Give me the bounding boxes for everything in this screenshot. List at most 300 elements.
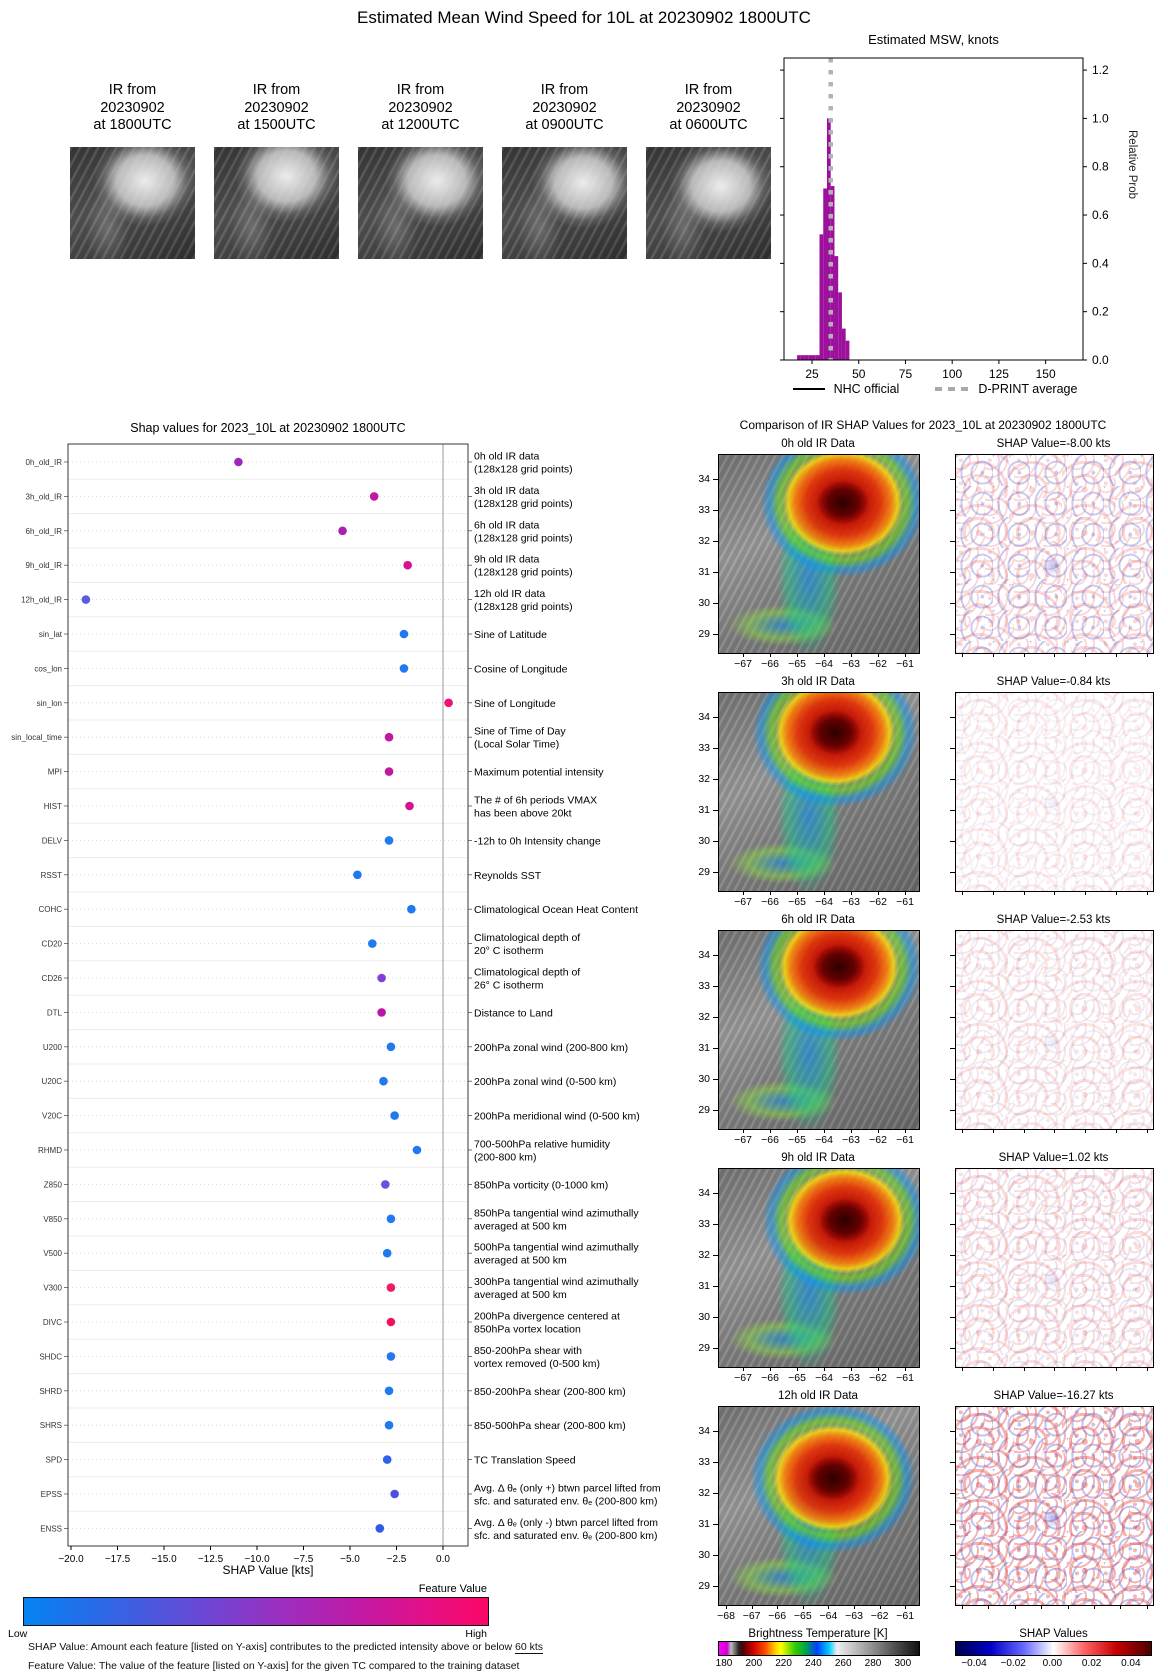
feature-desc: 850hPa vorticity (0-1000 km)	[474, 1179, 609, 1192]
feature-label: SHRD	[39, 1386, 62, 1396]
shap-lon-tick	[988, 1605, 989, 1609]
feature-desc: (200-800 km)	[474, 1151, 537, 1164]
histogram-legend	[745, 382, 1125, 396]
feature-label: U20C	[41, 1077, 62, 1087]
histogram-bar	[846, 341, 850, 360]
lon-tick-label: −65	[788, 1134, 806, 1146]
shap-lat-tick	[950, 1317, 955, 1318]
lat-tick-label: 30	[698, 597, 710, 609]
shap-lon-tick	[1147, 1129, 1148, 1133]
lat-tick-label: 32	[698, 1011, 710, 1023]
ir-thumbnail-label-line: at 1200UTC	[381, 117, 460, 133]
ir-thumbnail-label-line: 20230902	[244, 99, 309, 116]
ir-thumbnail-label-line: 20230902	[100, 99, 165, 116]
shap-lon-tick	[1024, 1129, 1025, 1133]
shap-lat-tick	[950, 1224, 955, 1225]
feature-desc: -12h to 0h Intensity change	[474, 835, 601, 848]
shap-lat-tick	[950, 841, 955, 842]
feature-label: ENSS	[40, 1524, 62, 1534]
lon-tick	[878, 653, 879, 657]
lon-tick	[824, 653, 825, 657]
shap-value-map	[955, 1406, 1154, 1606]
feature-label: 12h_old_IR	[21, 595, 62, 605]
shap-lon-tick	[1147, 891, 1148, 895]
lat-tick	[713, 510, 718, 511]
shap-lon-tick	[993, 891, 994, 895]
shap-dot	[370, 492, 379, 501]
bt-tick-label: 200	[745, 1658, 763, 1669]
lat-tick	[713, 1524, 718, 1525]
page-title: Estimated Mean Wind Speed for 10L at 20230902 1800UTC	[357, 8, 811, 27]
lat-tick-label: 31	[698, 1042, 710, 1054]
shap-value-title: SHAP Value=-0.84 kts	[996, 676, 1111, 688]
shap-lon-tick	[1094, 1605, 1095, 1609]
lon-tick	[743, 1367, 744, 1371]
shap-lon-tick	[962, 1605, 963, 1609]
lon-tick	[854, 1605, 855, 1609]
feature-label: DIVC	[42, 1318, 62, 1327]
feature-desc: 850-200hPa shear with	[474, 1344, 582, 1357]
y-tick-label: 0.0	[1092, 353, 1109, 367]
lat-tick-label: 31	[698, 1518, 710, 1530]
y-tick-label: 0.6	[1092, 208, 1109, 223]
lon-tick-label: −64	[815, 1134, 833, 1146]
lat-tick-label: 34	[698, 711, 710, 723]
histogram-bar	[805, 355, 809, 360]
lon-tick-label: −61	[896, 1372, 914, 1384]
shap-dot	[383, 1455, 392, 1464]
lon-tick-label: −66	[761, 1134, 779, 1146]
feature-label: RSST	[40, 870, 62, 880]
feature-desc: (128x128 grid points)	[474, 463, 573, 476]
lon-tick	[880, 1605, 881, 1609]
feature-label: SPD	[45, 1455, 62, 1465]
shap-lon-tick	[1120, 1605, 1121, 1609]
feature-desc: 6h old IR data	[474, 519, 540, 532]
lon-tick	[803, 1605, 804, 1609]
lat-tick-label: 31	[698, 566, 710, 578]
feature-label: EPSS	[40, 1490, 62, 1499]
ir-thumbnail-label-line: IR from	[396, 82, 445, 98]
lon-tick	[797, 1129, 798, 1133]
lat-tick	[713, 1431, 718, 1432]
shap-dot	[383, 1249, 392, 1258]
lon-tick	[878, 1367, 879, 1371]
shap-cb-tick-label: −0.02	[1000, 1658, 1026, 1669]
ir-thumbnail-image	[358, 147, 483, 259]
lon-tick	[797, 1367, 798, 1371]
feature-value-colorbar	[23, 1597, 489, 1626]
ir-thumbnail-label	[348, 82, 493, 135]
feature-label: sin_local_time	[11, 733, 62, 743]
shap-plot-title: Shap values for 2023_10L at 20230902 1800UTC	[130, 421, 406, 435]
bt-colorbar-title: Brightness Temperature [K]	[748, 1628, 888, 1640]
feature-desc: Cosine of Longitude	[474, 663, 568, 676]
x-tick-label: 125	[988, 367, 1009, 381]
lat-tick-label: 34	[698, 949, 710, 961]
shap-dot	[385, 733, 394, 742]
lon-tick-label: −65	[788, 658, 806, 670]
shap-value-map	[955, 930, 1154, 1130]
x-tick-label: −17.5	[104, 1554, 131, 1565]
histogram-ylabel: Relative Prob	[1126, 130, 1138, 200]
shap-lat-tick	[950, 748, 955, 749]
ir-thumbnail-label-line: at 1500UTC	[237, 117, 316, 133]
histogram-bar	[842, 329, 846, 360]
feature-label: Z850	[43, 1180, 62, 1190]
lat-tick-label: 31	[698, 804, 710, 816]
feature-label: SHRS	[39, 1421, 62, 1431]
ir-data-map	[718, 692, 920, 892]
feature-desc: 20° C isotherm	[474, 945, 544, 958]
histogram-bar	[801, 355, 805, 360]
shap-dot	[377, 1008, 386, 1017]
x-tick-label: 75	[898, 367, 913, 381]
x-tick-label: −10.0	[244, 1554, 270, 1565]
feature-desc: TC Translation Speed	[474, 1454, 576, 1467]
shap-lon-tick	[1015, 1605, 1016, 1609]
feature-label: 0h_old_IR	[25, 458, 62, 467]
shap-value-title: SHAP Value=-8.00 kts	[996, 438, 1111, 450]
lon-tick	[770, 1367, 771, 1371]
shap-lon-tick	[962, 891, 963, 895]
bt-colorbar	[718, 1641, 920, 1656]
shap-cb-tick-label: −0.04	[961, 1658, 987, 1669]
lon-tick-label: −65	[793, 1610, 812, 1622]
ir-thumbnail-label-line: 20230902	[532, 99, 597, 116]
shap-dot	[368, 939, 377, 948]
feature-label: cos_lon	[34, 664, 62, 674]
bt-tick-label: 280	[864, 1658, 882, 1669]
lon-tick	[828, 1605, 829, 1609]
footnote-shap-text: SHAP Value: Amount each feature [listed on Y-axis] contributes to the predicted intensity above or below	[28, 1641, 515, 1653]
x-tick-label: −2.5	[386, 1554, 407, 1565]
shap-lat-tick	[950, 1079, 955, 1080]
lat-tick	[713, 1317, 718, 1318]
shap-dot	[353, 871, 362, 880]
ir-thumbnail-label-line: at 0900UTC	[525, 117, 604, 133]
shap-lon-tick	[1147, 1605, 1148, 1609]
y-tick-label: 1.2	[1092, 63, 1109, 78]
lon-tick-label: −63	[842, 1134, 860, 1146]
feature-desc: 200hPa zonal wind (0-500 km)	[474, 1076, 617, 1089]
shap-plot-xlabel: SHAP Value [kts]	[222, 1563, 314, 1577]
lon-tick-label: −62	[869, 1372, 887, 1384]
lon-tick-label: −66	[768, 1610, 787, 1622]
shap-dot-plot	[0, 415, 760, 1565]
lon-tick	[851, 1129, 852, 1133]
lat-tick	[713, 1255, 718, 1256]
lat-tick-label: 33	[698, 1218, 710, 1230]
shap-dot	[381, 1180, 390, 1189]
ir-thumbnail-label-line: IR from	[108, 82, 157, 98]
feature-label: DTL	[46, 1008, 62, 1018]
dprint-average-dash-icon	[935, 387, 969, 391]
feature-label: CD20	[41, 939, 62, 949]
histogram-bar	[797, 355, 801, 360]
lat-tick	[713, 1348, 718, 1349]
ir-comparison-title: Comparison of IR SHAP Values for 2023_10L at 20230902 1800UTC	[739, 418, 1107, 432]
lon-tick	[851, 1367, 852, 1371]
ir-data-title: 9h old IR Data	[781, 1152, 855, 1164]
shap-lon-tick	[1085, 1129, 1086, 1133]
feature-desc: 850-500hPa shear (200-800 km)	[474, 1420, 626, 1433]
feature-value-high-label: High	[465, 1628, 487, 1640]
shap-value-title: SHAP Value=-16.27 kts	[993, 1390, 1114, 1402]
shap-lon-tick	[993, 1367, 994, 1371]
ir-thumbnail-image	[502, 147, 627, 259]
x-tick-label: −12.5	[197, 1554, 224, 1565]
lat-tick-label: 29	[698, 1580, 710, 1592]
ir-thumbnail-label-line: 20230902	[388, 99, 453, 116]
bt-tick-label: 180	[715, 1658, 733, 1669]
lat-tick	[713, 810, 718, 811]
ir-data-title: 0h old IR Data	[781, 438, 855, 450]
shap-lon-tick	[1085, 1367, 1086, 1371]
ir-thumbnail-label-line: IR from	[252, 82, 301, 98]
lat-tick	[713, 603, 718, 604]
feature-value-colorbar-title: Feature Value	[418, 1583, 487, 1595]
shap-lat-tick	[950, 1017, 955, 1018]
feature-label: sin_lon	[36, 698, 62, 708]
footnote-underlined-60kts: 60 kts	[515, 1641, 544, 1653]
lat-tick	[713, 779, 718, 780]
feature-label: SHDC	[39, 1352, 62, 1362]
x-tick-label: −5.0	[340, 1554, 360, 1565]
feature-desc: 500hPa tangential wind azimuthally	[474, 1241, 639, 1254]
feature-desc: averaged at 500 km	[474, 1220, 567, 1233]
x-tick-label: 0.0	[436, 1554, 450, 1565]
ir-thumbnail-label	[492, 82, 637, 135]
shap-dot	[444, 699, 453, 708]
shap-lon-tick	[1041, 1605, 1042, 1609]
lat-tick-label: 32	[698, 773, 710, 785]
feature-label: CD26	[41, 974, 62, 983]
lon-tick-label: −66	[761, 658, 779, 670]
feature-desc: 0h old IR data	[474, 450, 540, 463]
feature-desc: (128x128 grid points)	[474, 497, 573, 510]
shap-cb-tick-label: 0.00	[1042, 1658, 1063, 1669]
shap-dot	[407, 905, 416, 914]
lon-tick	[851, 653, 852, 657]
lat-tick	[713, 1555, 718, 1556]
shap-lat-tick	[950, 1286, 955, 1287]
ir-data-title: 6h old IR Data	[781, 914, 855, 926]
histogram-bar	[820, 234, 824, 360]
lat-tick-label: 34	[698, 473, 710, 485]
x-tick-label: −15.0	[151, 1554, 177, 1565]
feature-desc: 200hPa meridional wind (0-500 km)	[474, 1110, 640, 1123]
shap-dot	[379, 1077, 388, 1086]
lat-tick-label: 29	[698, 1104, 710, 1116]
lat-tick-label: 29	[698, 866, 710, 878]
msw-histogram	[700, 30, 1168, 420]
shap-lat-tick	[950, 955, 955, 956]
shap-dot	[338, 527, 347, 536]
feature-value-low-label: Low	[8, 1628, 28, 1640]
feature-desc: Sine of Time of Day	[474, 725, 566, 738]
shap-lat-tick	[950, 1348, 955, 1349]
feature-label: V500	[43, 1249, 62, 1259]
shap-lon-tick	[1116, 653, 1117, 657]
lat-tick	[713, 1224, 718, 1225]
feature-label: 9h_old_IR	[25, 561, 62, 571]
shap-dot	[387, 1352, 396, 1361]
shap-lon-tick	[1054, 891, 1055, 895]
feature-label: V20C	[41, 1111, 62, 1121]
feature-desc: Reynolds SST	[474, 869, 542, 882]
shap-dot	[403, 561, 412, 570]
shap-dot	[413, 1146, 422, 1155]
ir-thumbnail-label	[60, 82, 205, 135]
feature-desc: 12h old IR data	[474, 588, 546, 601]
lat-tick-label: 30	[698, 1549, 710, 1561]
lon-tick	[797, 653, 798, 657]
bt-tick-label: 260	[834, 1658, 852, 1669]
feature-desc: averaged at 500 km	[474, 1254, 567, 1267]
footnote-shap-value	[28, 1641, 543, 1653]
lon-tick	[824, 1367, 825, 1371]
lon-tick-label: −65	[788, 896, 806, 908]
ir-data-map	[718, 1406, 920, 1606]
legend-nhc-label: NHC official	[833, 382, 900, 396]
lat-tick	[713, 841, 718, 842]
legend-dprint-label: D-PRINT average	[978, 382, 1078, 396]
feature-label: V850	[43, 1214, 62, 1224]
histogram-bar	[808, 355, 812, 360]
shap-lon-tick	[1024, 891, 1025, 895]
ir-thumbnail-image	[70, 147, 195, 259]
shap-dot	[377, 974, 386, 983]
lon-tick-label: −68	[717, 1610, 735, 1622]
ir-data-title: 3h old IR Data	[781, 676, 855, 688]
shap-lat-tick	[950, 1048, 955, 1049]
shap-lon-tick	[1085, 653, 1086, 657]
shap-lat-tick	[950, 1555, 955, 1556]
lon-tick-label: −62	[869, 658, 887, 670]
shap-lon-tick	[1054, 1129, 1055, 1133]
lon-tick	[743, 653, 744, 657]
feature-desc: sfc. and saturated env. θₑ (200-800 km)	[474, 1495, 658, 1508]
shap-value-title: SHAP Value=-2.53 kts	[996, 914, 1111, 926]
lon-tick	[752, 1605, 753, 1609]
lat-tick-label: 33	[698, 980, 710, 992]
shap-lon-tick	[1024, 653, 1025, 657]
lon-tick-label: −64	[819, 1610, 838, 1622]
feature-desc: Climatological depth of	[474, 966, 581, 979]
footnote-feature-value: Feature Value: The value of the feature [listed on Y-axis] for the given TC compared to the training dataset	[28, 1660, 520, 1672]
feature-label: MPI	[47, 767, 62, 777]
lon-tick-label: −62	[869, 896, 887, 908]
shap-dot	[387, 1215, 396, 1224]
feature-desc: Avg. Δ θₑ (only +) btwn parcel lifted from	[474, 1482, 661, 1495]
lat-tick-label: 30	[698, 835, 710, 847]
lat-tick	[713, 955, 718, 956]
feature-desc: Climatological Ocean Heat Content	[474, 904, 639, 917]
shap-dot	[405, 802, 414, 811]
shap-value-map	[955, 454, 1154, 654]
lat-tick-label: 32	[698, 1487, 710, 1499]
lon-tick-label: −67	[742, 1610, 761, 1622]
histogram-title: Estimated MSW, knots	[868, 32, 999, 47]
lat-tick	[713, 986, 718, 987]
feature-desc: 300hPa tangential wind azimuthally	[474, 1276, 639, 1289]
lon-tick-label: −66	[761, 1372, 779, 1384]
shap-lat-tick	[950, 1431, 955, 1432]
feature-desc: 850hPa vortex location	[474, 1323, 581, 1336]
x-tick-label: 100	[942, 367, 963, 381]
feature-label: sin_lat	[38, 630, 62, 639]
ir-thumbnail-label-line: at 0600UTC	[669, 117, 748, 133]
lat-tick-label: 31	[698, 1280, 710, 1292]
feature-desc: sfc. and saturated env. θₑ (200-800 km)	[474, 1529, 658, 1542]
lat-tick	[713, 572, 718, 573]
lat-tick-label: 30	[698, 1073, 710, 1085]
x-tick-label: 25	[805, 367, 819, 381]
lon-tick	[770, 891, 771, 895]
shap-dot	[385, 1421, 394, 1430]
feature-desc: Climatological depth of	[474, 932, 581, 945]
lat-tick	[713, 1586, 718, 1587]
ir-thumbnail-label-line: 20230902	[676, 99, 741, 116]
shap-lat-tick	[950, 1255, 955, 1256]
feature-desc: has been above 20kt	[474, 807, 572, 820]
bt-tick-label: 220	[775, 1658, 792, 1669]
shap-lat-tick	[950, 1110, 955, 1111]
ir-thumbnail-label-line: IR from	[540, 82, 589, 98]
feature-desc: (128x128 grid points)	[474, 601, 573, 614]
shap-lon-tick	[1116, 891, 1117, 895]
lon-tick-label: −62	[869, 1134, 887, 1146]
lon-tick	[770, 1129, 771, 1133]
shap-lat-tick	[950, 572, 955, 573]
shap-lon-tick	[1147, 653, 1148, 657]
lon-tick	[743, 1129, 744, 1133]
lon-tick-label: −64	[815, 1372, 833, 1384]
lat-tick	[713, 717, 718, 718]
feature-label: 6h_old_IR	[25, 526, 62, 536]
feature-label: HIST	[43, 802, 62, 811]
shap-lon-tick	[1085, 891, 1086, 895]
shap-lat-tick	[950, 1586, 955, 1587]
lat-tick	[713, 1286, 718, 1287]
shap-lon-tick	[1054, 653, 1055, 657]
feature-desc: 200hPa divergence centered at	[474, 1310, 620, 1323]
lon-tick	[851, 891, 852, 895]
lon-tick-label: −62	[870, 1610, 889, 1622]
lat-tick	[713, 1048, 718, 1049]
lat-tick	[713, 1493, 718, 1494]
bt-tick-label: 240	[805, 1658, 822, 1669]
shap-lat-tick	[950, 1493, 955, 1494]
feature-desc: (Local Solar Time)	[474, 738, 560, 751]
lon-tick-label: −67	[734, 1134, 752, 1146]
x-tick-label: −7.5	[293, 1554, 314, 1565]
shap-lon-tick	[1068, 1605, 1069, 1609]
lat-tick	[713, 1079, 718, 1080]
ir-thumbnail-label-line: at 1800UTC	[93, 117, 172, 133]
shap-colorbar-title: SHAP Values	[1019, 1628, 1088, 1640]
shap-colorbar	[955, 1641, 1152, 1656]
y-tick-label: 0.8	[1092, 159, 1109, 174]
lon-tick-label: −61	[896, 896, 914, 908]
shap-lon-tick	[962, 1367, 963, 1371]
lat-tick	[713, 541, 718, 542]
lat-tick-label: 29	[698, 1342, 710, 1354]
lat-tick	[713, 1462, 718, 1463]
y-tick-label: 0.4	[1092, 256, 1109, 271]
lon-tick	[905, 653, 906, 657]
